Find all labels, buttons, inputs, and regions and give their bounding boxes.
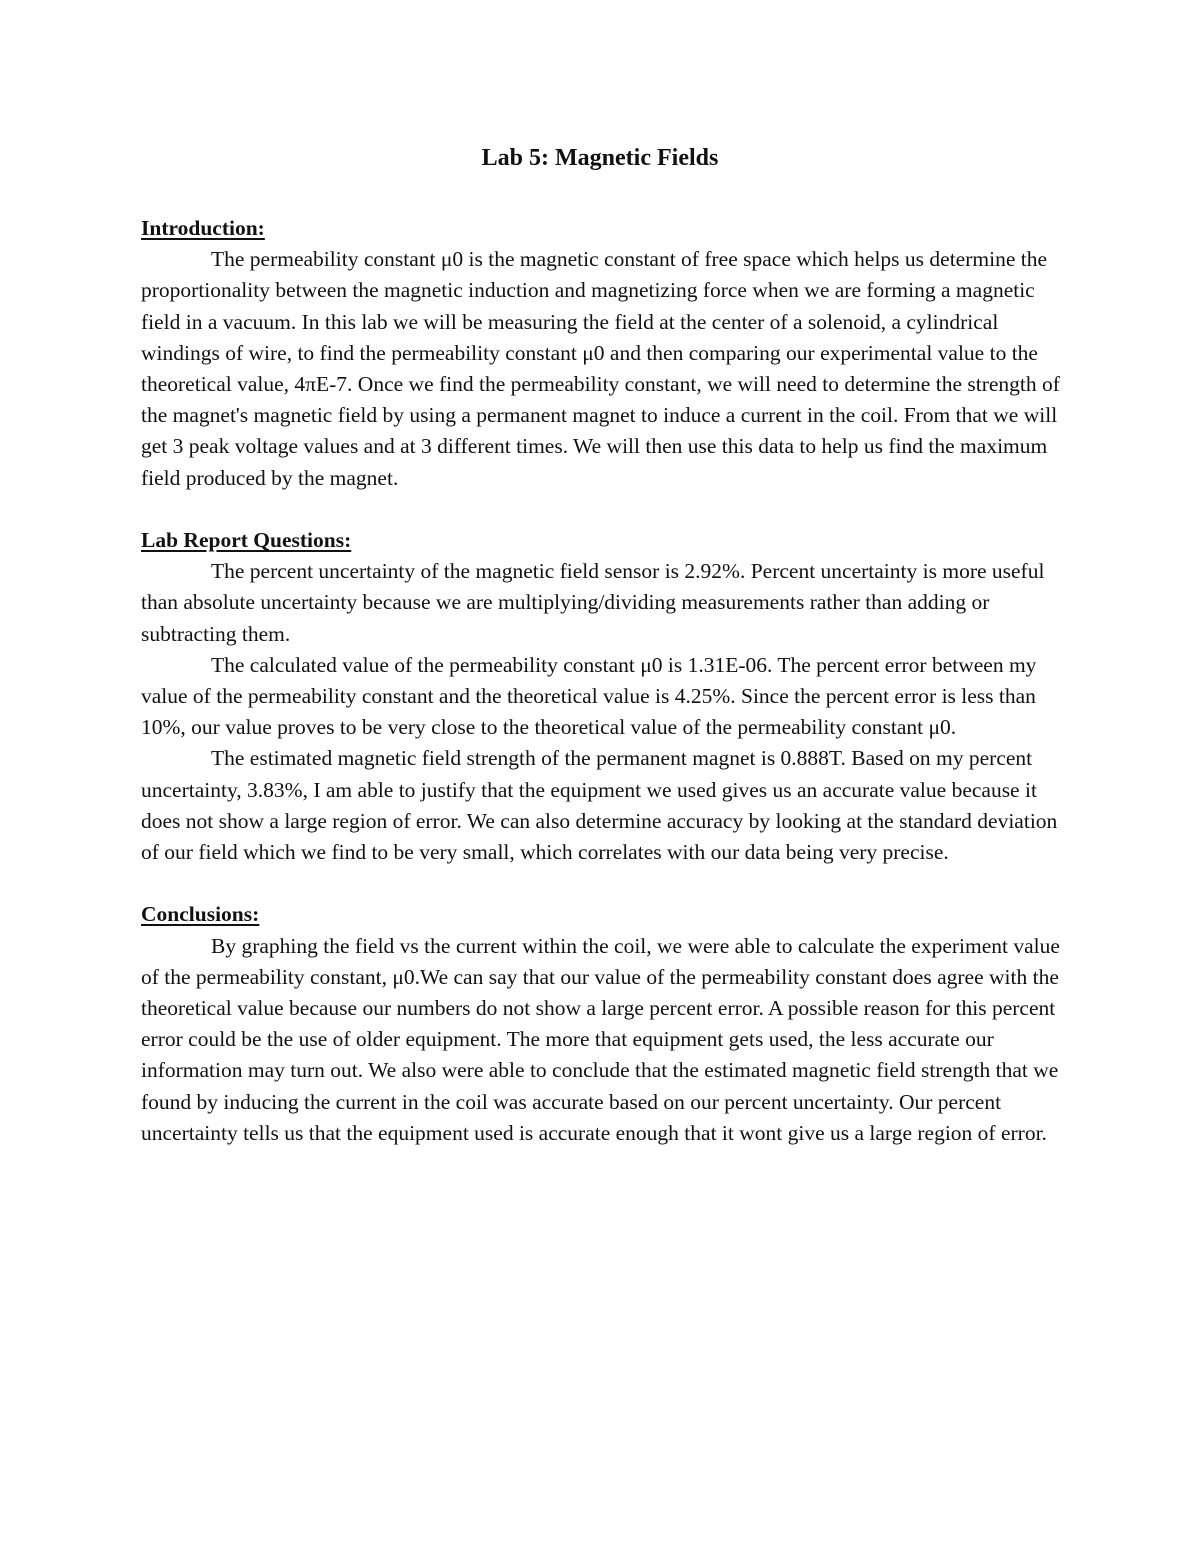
section-heading-conclusions: Conclusions: <box>141 902 260 927</box>
section-lab-report-questions <box>141 525 1063 868</box>
conclusions-paragraph: By graphing the field vs the current within the coil, we were able to calculate the experiment value of the permeability constant, μ0.We can say that our value of the permeability constant does agree with the theoretical value because our numbers do not show a large percent error. A possible reason for this percent error could be the use of older equipment. The more that equipment gets used, the less accurate our information may turn out. We also were able to conclude that the estimated magnetic field strength that we found by inducing the current in the coil was accurate based on our percent uncertainty. Our percent uncertainty tells us that the equipment used is accurate enough that it wont give us a large region of error. <box>141 933 1060 1145</box>
section-heading-lab-report-questions: Lab Report Questions: <box>141 528 352 553</box>
document-title: Lab 5: Magnetic Fields <box>481 145 719 171</box>
section-spacer <box>141 494 1063 525</box>
introduction-paragraph: The permeability constant μ0 is the magnetic constant of free space which helps us determine the proportionality between the magnetic induction and magnetizing force when we are forming a magnetic field in a vacuum. In this lab we will be measuring the field at the center of a solenoid, a cylindrical windings of wire, to find the permeability constant μ0 and then comparing our experimental value to the theoretical value, 4πE-7. Once we find the permeability constant, we will need to determine the strength of the magnet's magnetic field by using a permanent magnet to induce a current in the coil. From that we will get 3 peak voltage values and at 3 different times. We will then use this data to help us find the maximum field produced by the magnet. <box>141 247 1060 490</box>
questions-paragraph-field-strength: The estimated magnetic field strength of the permanent magnet is 0.888T. Based on my percent uncertainty, 3.83%, I am able to justify that the equipment we used gives us an accurate value because it does not show a large region of error. We can also determine accuracy by looking at the standard deviation of our field which we find to be very small, which correlates with our data being very precise. <box>141 746 1058 865</box>
questions-paragraph-permeability: The calculated value of the permeability constant μ0 is 1.31E-06. The percent error between my value of the permeability constant and the theoretical value is 4.25%. Since the percent error is less than 10%, our value proves to be very close to the theoretical value of the permeability constant μ0. <box>141 652 1037 740</box>
section-spacer <box>141 868 1063 899</box>
section-introduction <box>141 213 1063 494</box>
section-conclusions <box>141 899 1063 1149</box>
document-body <box>141 213 1063 1149</box>
section-heading-introduction: Introduction: <box>141 216 265 240</box>
questions-paragraph-uncertainty: The percent uncertainty of the magnetic field sensor is 2.92%. Percent uncertainty is more useful than absolute uncertainty because we are multiplying/dividing measurements rather than adding or subtracting them. <box>141 559 1045 646</box>
